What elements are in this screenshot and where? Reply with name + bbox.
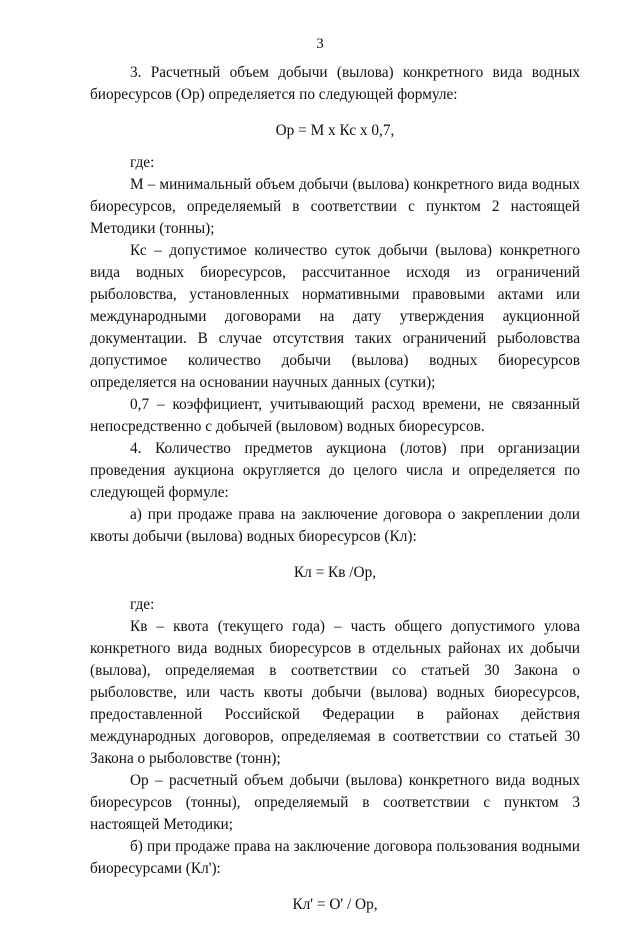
formula-op: Ор = М х Кс х 0,7, xyxy=(275,122,395,139)
subitem-b: б) при продаже права на заключение договора пользования водными биоресурсами (Кл'): xyxy=(90,838,580,877)
definition-kv: Кв – квота (текущего года) – часть общего допустимого улова конкретного вида водных биоресурсов в отдельных районах их добычи (вылова), определяемая в соответствии со статьей 30 Закона о рыболовстве, или часть квоты добычи (вылова) водных биоресурсов, предоставленной Российской Федерации в районах действия международных договоров, определяемая в соответствии со статьей 30 Закона о рыболовстве (тонн); xyxy=(90,618,580,767)
paragraph-item-4: 4. Количество предметов аукциона (лотов) при организации проведения аукциона округляется до целого числа и определяется по следующей формуле: xyxy=(90,440,580,501)
formula-kl: Кл = Кв /Ор, xyxy=(293,564,377,581)
definition-op: Ор – расчетный объем добычи (вылова) конкретного вида водных биоресурсов (тонны), определяемый в соответствии с пунктом 3 настоящей Методики; xyxy=(90,772,580,833)
formula-kl-prime: Кл' = О' / Ор, xyxy=(292,896,378,913)
paragraph-item-3: 3. Расчетный объем добычи (вылова) конкретного вида водных биоресурсов (Ор) определяется по следующей формуле: xyxy=(90,64,580,103)
definition-coefficient: 0,7 – коэффициент, учитывающий расход времени, не связанный непосредственно с добычей (выловом) водных биоресурсов. xyxy=(90,396,580,435)
definition-kc: Кс – допустимое количество суток добычи (вылова) конкретного вида водных биоресурсов, рассчитанное исходя из ограничений рыболовства, установленных нормативными правовыми актами или международными договорами на дату утверждения аукционной документации. В случае отсутствия таких ограничений рыболовства допустимое количество добычи (вылова) водных биоресурсов определяется на основании научных данных (сутки); xyxy=(90,242,580,391)
page-number: 3 xyxy=(316,36,324,52)
where-label-2: где: xyxy=(130,596,155,613)
where-label: где: xyxy=(130,154,155,171)
definition-m: М – минимальный объем добычи (вылова) конкретного вида водных биоресурсов, определяемый в соответствии с пунктом 2 настоящей Методики (тонны); xyxy=(90,176,580,237)
document-body xyxy=(90,62,580,926)
subitem-a: а) при продаже права на заключение договора о закреплении доли квоты добычи (вылова) водных биоресурсов (Кл): xyxy=(90,506,580,545)
